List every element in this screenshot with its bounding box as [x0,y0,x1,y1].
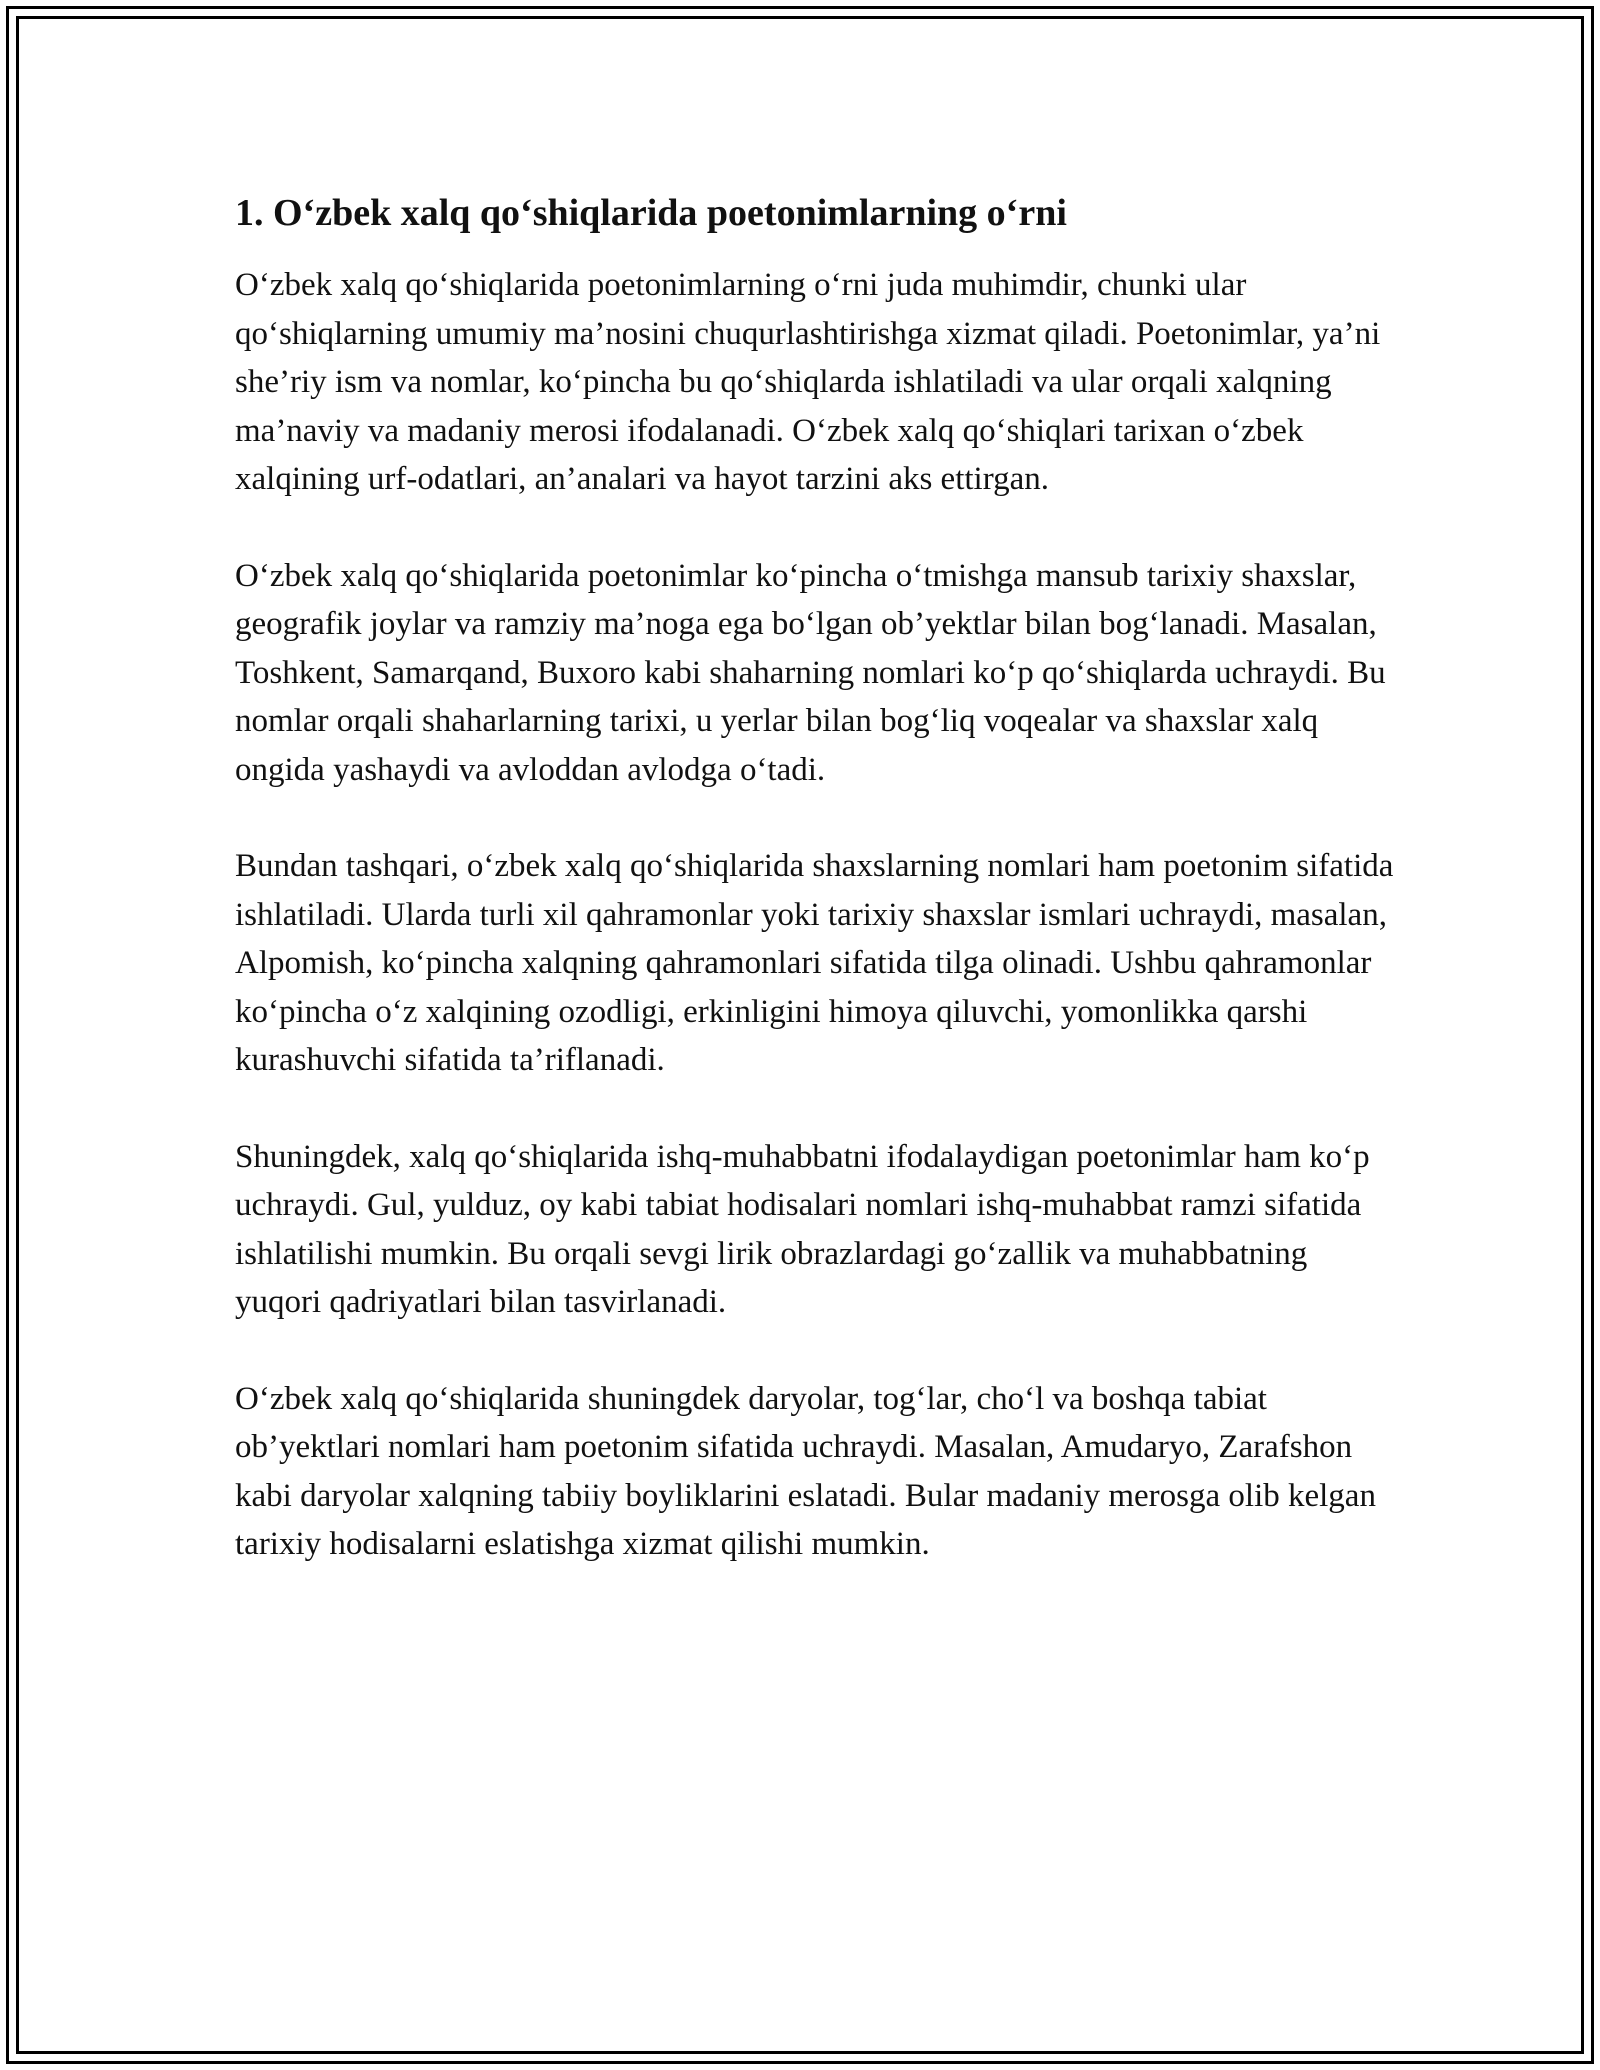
paragraph-4: Shuningdek, xalq qo‘shiqlarida ishq-muhabbatni ifodalaydigan poetonimlar ham ko‘p uchraydi. Gul, yulduz, oy kabi tabiat hodisalari nomlari ishq-muhabbat ramzi sifatida ishlatilishi mumkin. Bu orqali sevgi lirik obrazlardagi go‘zallik va muhabbatning yuqori qadriyatlari bilan tasvirlanadi. [235,1138,1370,1320]
paragraph-3: Bundan tashqari, o‘zbek xalq qo‘shiqlarida shaxslarning nomlari ham poetonim sifatida ishlatiladi. Ularda turli xil qahramonlar yoki tarixiy shaxslar ismlari uchraydi, masalan, Alpomish, ko‘pincha xalqning qahramonlari sifatida tilga olinadi. Ushbu qahramonlar ko‘pincha o‘z xalqining ozodligi, erkinligini himoya qiluvchi, yomonlikka qarshi kurashuvchi sifatida ta’riflanadi. [235,848,1394,1078]
paragraph-1: O‘zbek xalq qo‘shiqlarida poetonimlarning o‘rni juda muhimdir, chunki ular qo‘shiqlarning umumiy ma’nosini chuqurlashtirishga xizmat qiladi. Poetonimlar, ya’ni she’riy ism va nomlar, ko‘pincha bu qo‘shiqlarda ishlatiladi va ular orqali xalqning ma’naviy va madaniy merosi ifodalanadi. O‘zbek xalq qo‘shiqlari tarixan o‘zbek xalqining urf-odatlari, an’analari va hayot tarzini aks ettirgan. [235,267,1381,497]
paragraph-2: O‘zbek xalq qo‘shiqlarida poetonimlar ko‘pincha o‘tmishga mansub tarixiy shaxslar, geografik joylar va ramziy ma’noga ega bo‘lgan ob’yektlar bilan bog‘lanadi. Masalan, Toshkent, Samarqand, Buxoro kabi shaharning nomlari ko‘p qo‘shiqlarda uchraydi. Bu nomlar orqali shaharlarning tarixi, u yerlar bilan bog‘liq voqealar va shaxslar xalq ongida yashaydi va avloddan avlodga o‘tadi. [235,557,1386,788]
paragraph-5: O‘zbek xalq qo‘shiqlarida shuningdek daryolar, tog‘lar, cho‘l va boshqa tabiat ob’yektlari nomlari ham poetonim sifatida uchraydi. Masalan, Amudaryo, Zarafshon kabi daryolar xalqning tabiiy boyliklarini eslatadi. Bular madaniy merosga olib kelgan tarixiy hodisalarni eslatishga xizmat qilishi mumkin. [235,1380,1376,1562]
section-heading: 1. O‘zbek xalq qo‘shiqlarida poetonimlarning o‘rni [235,192,1067,234]
document-body [235,185,1395,1569]
